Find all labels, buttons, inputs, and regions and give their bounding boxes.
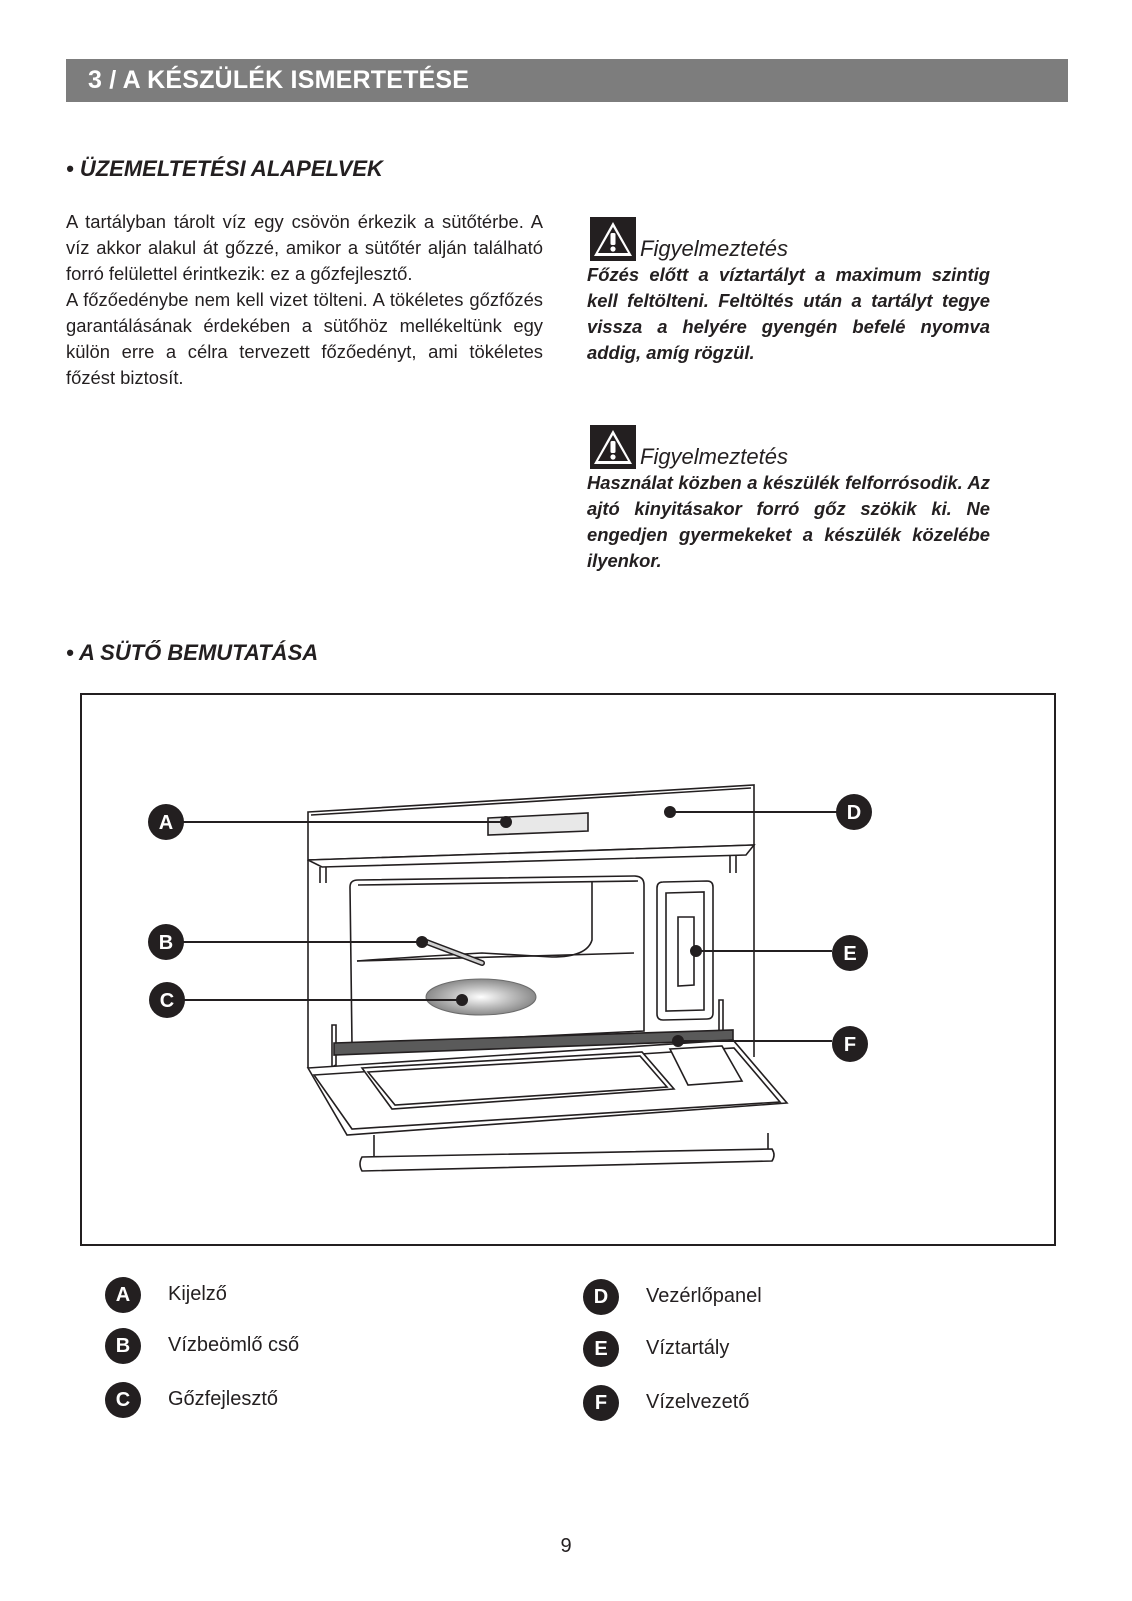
warning-box-1: [587, 217, 990, 366]
callout-b-label: B: [158, 932, 174, 954]
heading-oven-overview: • A SÜTŐ BEMUTATÁSA: [66, 640, 319, 665]
callout-f: [832, 1026, 868, 1062]
callout-a: [148, 804, 184, 840]
intro-paragraph-2: A főzőedénybe nem kell vizet tölteni. A tökéletes gőzfőzés garantálásának érdekében a sütőhöz mellékeltünk egy külön erre a célra tervezett főzőedényt, ami tökéletes főzést biztosít.: [66, 289, 543, 388]
legend-label: Vezérlőpanel: [646, 1285, 762, 1307]
callout-e: [832, 935, 868, 971]
intro-paragraph-1: A tartályban tárolt víz egy csövön érkezik a sütőtérbe. A víz akkor alakul át gőzzé, amikor a sütőtér alján található forró felülettel érintkezik: ez a gőzfejlesztő.: [66, 211, 543, 284]
legend-badge: B: [105, 1328, 141, 1364]
callout-d-label: D: [846, 802, 862, 824]
callout-e-label: E: [843, 943, 857, 965]
oven-diagram: [80, 693, 1056, 1246]
warning-title: Figyelmeztetés: [640, 236, 788, 261]
warning-text: Használat közben a készülék felforrósodik. Az ajtó kinyitásakor forró gőz szökik ki. Ne engedjen gyermekeket a készülék közelébe ilyenkor.: [587, 472, 990, 571]
oven-illustration: [82, 695, 1054, 1244]
warning-triangle-icon: [590, 425, 636, 469]
legend-label: Vízelvezető: [646, 1391, 750, 1413]
warning-triangle-icon: [590, 217, 636, 261]
legend-label: Kijelző: [168, 1283, 227, 1305]
page-number: 9: [560, 1535, 572, 1557]
steam-generator-plate: [426, 979, 536, 1015]
callout-c: [149, 982, 185, 1018]
callout-f-label: F: [843, 1034, 857, 1056]
callout-d: [836, 794, 872, 830]
intro-text: [66, 209, 543, 391]
legend-label: Vízbeömlő cső: [168, 1334, 300, 1356]
warning-title: Figyelmeztetés: [640, 444, 788, 469]
legend-badge: A: [105, 1277, 141, 1313]
legend-badge: F: [583, 1385, 619, 1421]
heading-operating-principles: • ÜZEMELTETÉSI ALAPELVEK: [66, 156, 383, 181]
legend-label: Gőzfejlesztő: [168, 1388, 279, 1410]
warning-text: Főzés előtt a víztartályt a maximum szintig kell feltölteni. Feltöltés után a tartályt tegye vissza a helyére gyengén befelé nyomva addig, amíg rögzül.: [587, 264, 990, 363]
callout-c-label: C: [159, 990, 175, 1012]
callout-a-label: A: [158, 812, 174, 834]
legend-badge: C: [105, 1382, 141, 1418]
legend-badge: E: [583, 1331, 619, 1367]
section-header-bar: [66, 59, 1068, 102]
legend-badge: D: [583, 1279, 619, 1315]
warning-box-2: [587, 425, 990, 574]
section-title: 3 / A KÉSZÜLÉK ISMERTETÉSE: [88, 66, 470, 94]
legend-label: Víztartály: [646, 1337, 730, 1359]
callout-b: [148, 924, 184, 960]
oven-body: [308, 785, 787, 1171]
